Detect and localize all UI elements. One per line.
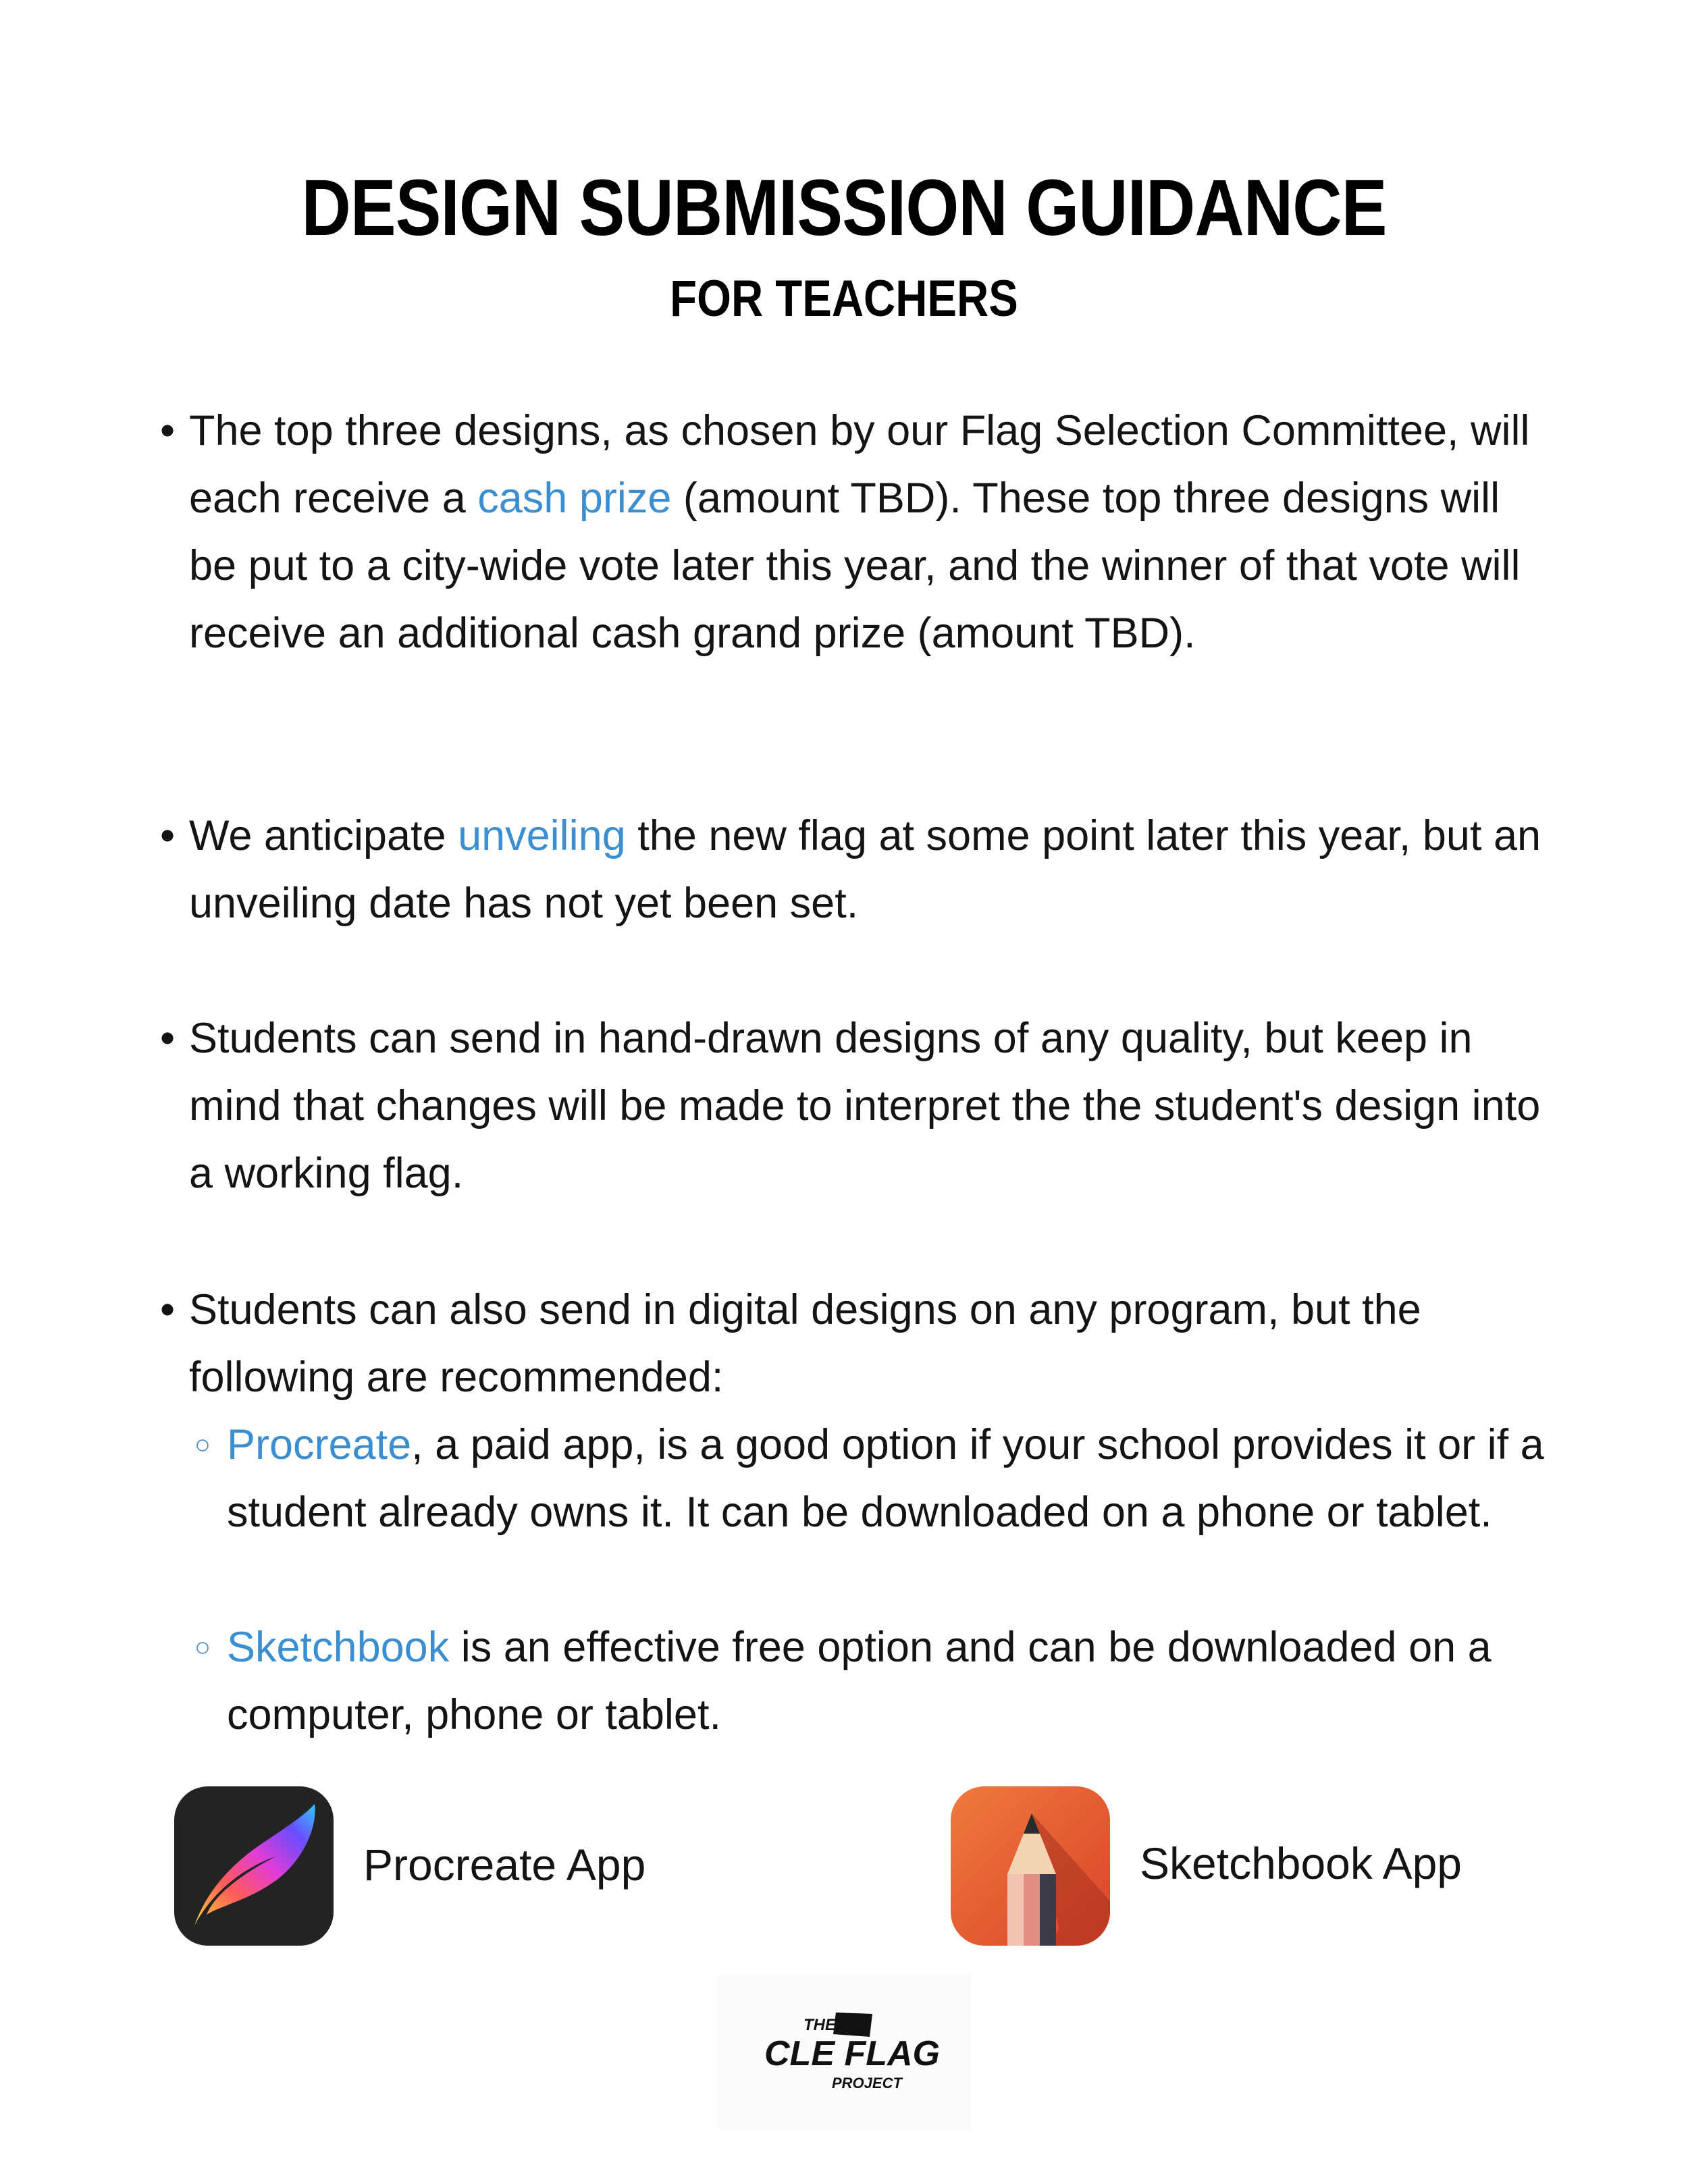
page-subtitle: FOR TEACHERS <box>670 270 1018 327</box>
ring-bullet-icon: ○ <box>194 1430 211 1460</box>
page-title: DESIGN SUBMISSION GUIDANCE <box>301 163 1387 252</box>
list-item-cash-prize: • The top three designs, as chosen by our Flag Selection Committee, will each receive a cash prize (amount TBD). These top three designs will be put to a city-wide vote later this year, and the winner of that vote will receive an additional cash grand prize (amount TBD). <box>189 397 1553 667</box>
sub-item-sketchbook: ○ Sketchbook is an effective free option and can be downloaded on a computer, phone or tablet. <box>227 1614 1564 1749</box>
bullet-dot-icon: • <box>159 407 176 454</box>
bullet-dot-icon: • <box>159 1015 176 1062</box>
bullet-dot-icon: • <box>159 812 176 859</box>
list-item-digital: • Students can also send in digital designs on any program, but the following are recommended: <box>189 1276 1553 1411</box>
ring-bullet-icon: ○ <box>194 1632 211 1662</box>
list-item-hand-drawn: • Students can send in hand-drawn designs of any quality, but keep in mind that changes will be made to interpret the the student's design into a working flag. <box>189 1005 1553 1207</box>
cle-flag-logo-icon <box>717 1975 971 2130</box>
bullet-dot-icon: • <box>159 1286 176 1333</box>
sketchbook-link[interactable]: Sketchbook <box>227 1624 450 1671</box>
procreate-app-icon[interactable] <box>174 1786 334 1946</box>
procreate-link[interactable]: Procreate <box>227 1421 412 1468</box>
cash-prize-link[interactable]: cash prize <box>477 475 672 522</box>
sketchbook-app-icon[interactable] <box>951 1786 1110 1946</box>
list-item-unveiling: • We anticipate unveiling the new flag at some point later this year, but an unveiling date has not yet been set. <box>189 802 1553 937</box>
unveiling-link[interactable]: unveiling <box>458 812 626 859</box>
sub-item-procreate: ○ Procreate, a paid app, is a good option if your school provides it or if a student already owns it. It can be downloaded on a phone or tablet. <box>227 1411 1564 1546</box>
logo-line-1: THE <box>803 2016 836 2034</box>
sketchbook-app-label: Sketchbook App <box>1140 1838 1462 1888</box>
logo-line-3: PROJECT <box>832 2075 902 2092</box>
procreate-app-label: Procreate App <box>363 1840 646 1890</box>
logo-line-2: CLE FLAG <box>764 2034 940 2073</box>
